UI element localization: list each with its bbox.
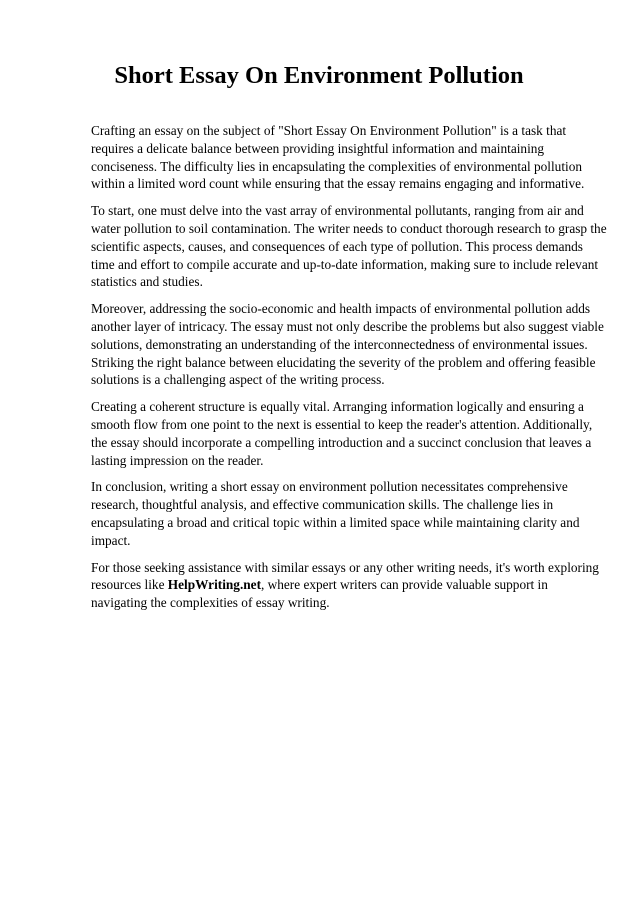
paragraph-impacts — [91, 300, 604, 389]
text-line: navigating the complexities of essay writing. — [91, 595, 330, 611]
text-line: within a limited word count while ensuring that the essay remains engaging and informative. — [91, 176, 585, 192]
text-line: scientific aspects, causes, and consequences of each type of pollution. This process demands — [91, 238, 583, 254]
text-fragment: , where expert writers can provide valuable support in — [261, 577, 548, 593]
text-line: impact. — [91, 532, 131, 548]
paragraph-structure — [91, 398, 599, 469]
text-line: encapsulating a broad and critical topic within a limited space while maintaining clarity and — [91, 514, 580, 530]
text-line: smooth flow from one point to the next is essential to keep the reader's attention. Additionally, — [91, 416, 593, 432]
text-line: Creating a coherent structure is equally vital. Arranging information logically and ensuring a — [91, 399, 584, 415]
text-line: solutions is a challenging aspect of the writing process. — [91, 372, 385, 388]
text-line: requires a delicate balance between providing insightful information and maintaining — [91, 140, 545, 156]
helpwriting-link[interactable]: HelpWriting.net — [167, 577, 261, 593]
text-line: solutions, demonstrating an understanding of the interconnectedness of environmental issues. — [91, 336, 588, 352]
text-line: time and effort to compile accurate and up-to-date information, making sure to include relevant — [91, 256, 599, 272]
text-fragment: resources like — [91, 577, 168, 593]
text-line: In conclusion, writing a short essay on environment pollution necessitates comprehensive — [91, 479, 568, 495]
text-line: Striking the right balance between elucidating the severity of the problem and offering feasible — [91, 354, 596, 370]
paragraph-intro — [91, 122, 599, 193]
essay-body — [91, 122, 607, 621]
text-line: another layer of intricacy. The essay must not only describe the problems but also suggest viable — [91, 318, 604, 334]
text-line: water pollution to soil contamination. The writer needs to conduct thorough research to grasp the — [91, 220, 607, 236]
text-line: For those seeking assistance with similar essays or any other writing needs, it's worth exploring — [91, 559, 599, 575]
text-line: the essay should incorporate a compelling introduction and a succinct conclusion that leaves a — [91, 434, 592, 450]
paragraph-research — [91, 202, 607, 291]
page-title: Short Essay On Environment Pollution — [114, 62, 524, 89]
text-line: To start, one must delve into the vast array of environmental pollutants, ranging from air and — [91, 203, 584, 219]
paragraph-conclusion — [91, 478, 599, 549]
text-line-with-link — [91, 576, 599, 594]
text-line: research, thoughtful analysis, and effective communication skills. The challenge lies in — [91, 497, 554, 513]
text-line: conciseness. The difficulty lies in encapsulating the complexities of environmental pollution — [91, 158, 583, 174]
text-line: lasting impression on the reader. — [91, 452, 264, 468]
paragraph-closing — [91, 559, 599, 612]
text-line: statistics and studies. — [91, 274, 203, 290]
text-line: Moreover, addressing the socio-economic and health impacts of environmental pollution adds — [91, 301, 591, 317]
text-line: Crafting an essay on the subject of "Short Essay On Environment Pollution" is a task that — [91, 123, 567, 138]
